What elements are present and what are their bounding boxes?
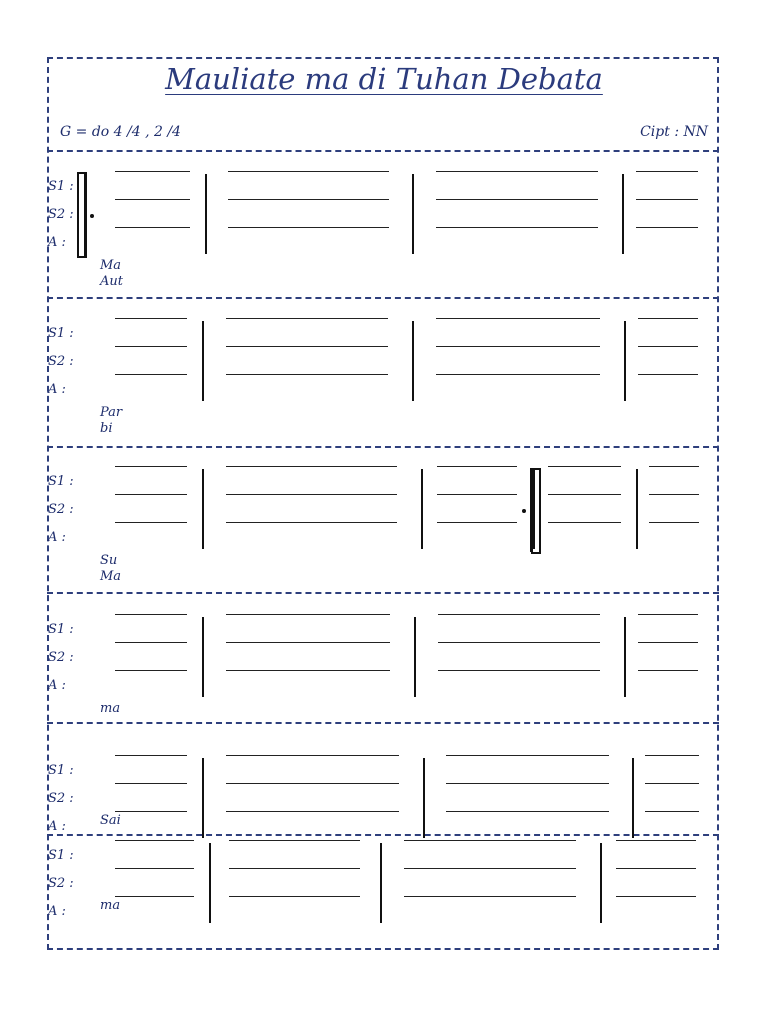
repeat-bar-start <box>84 172 87 256</box>
beam-line <box>226 346 389 347</box>
bar-line <box>202 469 204 549</box>
beam-line <box>229 840 359 841</box>
beam-line <box>649 494 699 495</box>
beam-line <box>115 318 187 319</box>
beam-line <box>638 670 698 671</box>
lyric-line <box>100 405 712 420</box>
lyric-syllable: bi <box>100 421 113 436</box>
beam-line <box>436 227 599 228</box>
bar-line <box>636 469 638 549</box>
bar-line <box>624 321 626 401</box>
beam-line <box>226 642 391 643</box>
beam-line <box>115 522 187 523</box>
bar-line <box>414 617 416 697</box>
beam-line <box>438 614 601 615</box>
beam-line <box>229 896 359 897</box>
voice-label: S1 : <box>48 179 74 194</box>
lyric-syllable: ma <box>100 898 121 913</box>
beam-line <box>446 783 608 784</box>
repeat-bar-end <box>530 468 533 552</box>
lyric-line <box>100 701 712 716</box>
beam-line <box>115 199 190 200</box>
beam-line <box>645 811 699 812</box>
beam-line <box>548 466 621 467</box>
voice-label: A : <box>48 678 66 693</box>
beam-line <box>548 522 621 523</box>
lyric-line <box>100 274 712 289</box>
beam-line <box>226 494 397 495</box>
lyric-syllable: Sai <box>100 813 121 828</box>
system-separator <box>47 150 719 152</box>
system-separator <box>47 592 719 594</box>
beam-line <box>436 171 599 172</box>
beam-line <box>115 642 187 643</box>
beam-line <box>636 171 698 172</box>
voice-label: A : <box>48 235 66 250</box>
beam-line <box>438 670 601 671</box>
beam-line <box>616 896 697 897</box>
lyric-syllable: Su <box>100 553 118 568</box>
lyric-line <box>100 553 712 568</box>
song-title: Mauliate ma di Tuhan Debata <box>165 62 603 96</box>
beam-line <box>438 642 601 643</box>
beam-line <box>115 494 187 495</box>
beam-line <box>115 811 187 812</box>
beam-line <box>404 868 575 869</box>
beam-line <box>226 374 389 375</box>
system-separator <box>47 446 719 448</box>
beam-line <box>226 755 398 756</box>
voice-label: S2 : <box>48 650 74 665</box>
voice-label: A : <box>48 819 66 834</box>
beam-line <box>115 670 187 671</box>
lyric-syllable: Par <box>100 405 123 420</box>
voice-label: S2 : <box>48 354 74 369</box>
bar-line <box>412 321 414 401</box>
beam-line <box>115 840 193 841</box>
beam-line <box>437 494 518 495</box>
beam-line <box>446 755 608 756</box>
beam-line <box>226 318 389 319</box>
beam-line <box>638 346 698 347</box>
lyric-line <box>100 421 712 436</box>
beam-line <box>115 346 187 347</box>
beam-line <box>226 783 398 784</box>
beam-line <box>115 171 190 172</box>
beam-line <box>229 868 359 869</box>
beam-line <box>226 670 391 671</box>
voice-label: A : <box>48 382 66 397</box>
key-signature: G = do 4 /4 , 2 /4 <box>60 124 181 140</box>
beam-line <box>228 171 388 172</box>
beam-line <box>645 783 699 784</box>
lyric-line <box>100 569 712 584</box>
beam-line <box>115 614 187 615</box>
beam-line <box>404 840 575 841</box>
beam-line <box>226 466 397 467</box>
voice-label: S1 : <box>48 474 74 489</box>
lyric-syllable: Ma <box>100 569 122 584</box>
beam-line <box>638 614 698 615</box>
beam-line <box>645 755 699 756</box>
beam-line <box>228 199 388 200</box>
voice-label: S2 : <box>48 876 74 891</box>
lyric-syllable: Aut <box>100 274 123 289</box>
beam-line <box>115 374 187 375</box>
beam-line <box>548 494 621 495</box>
bar-line <box>205 174 207 254</box>
system-separator <box>47 722 719 724</box>
lyric-line <box>100 258 712 273</box>
beam-line <box>446 811 608 812</box>
bar-line <box>421 469 423 549</box>
beam-line <box>228 227 388 228</box>
beam-line <box>636 227 698 228</box>
voice-label: A : <box>48 530 66 545</box>
beam-line <box>115 868 193 869</box>
beam-line <box>616 868 697 869</box>
voice-label: S1 : <box>48 848 74 863</box>
repeat-dot <box>90 214 94 218</box>
beam-line <box>115 466 187 467</box>
system-separator <box>47 834 719 836</box>
repeat-dot <box>522 509 526 513</box>
beam-line <box>115 783 187 784</box>
voice-label: A : <box>48 904 66 919</box>
beam-line <box>436 346 601 347</box>
beam-line <box>638 374 698 375</box>
beam-line <box>226 614 391 615</box>
voice-label: S1 : <box>48 763 74 778</box>
composer-credit: Cipt : NN <box>640 124 708 140</box>
lyric-line <box>100 813 712 828</box>
beam-line <box>404 896 575 897</box>
bar-line <box>202 321 204 401</box>
beam-line <box>638 642 698 643</box>
beam-line <box>437 466 518 467</box>
beam-line <box>436 374 601 375</box>
voice-label: S2 : <box>48 791 74 806</box>
voice-label: S1 : <box>48 622 74 637</box>
beam-line <box>115 755 187 756</box>
beam-line <box>226 522 397 523</box>
beam-line <box>638 318 698 319</box>
beam-line <box>115 896 193 897</box>
voice-label: S1 : <box>48 326 74 341</box>
beam-line <box>437 522 518 523</box>
beam-line <box>649 522 699 523</box>
bar-line <box>412 174 414 254</box>
bar-line <box>202 617 204 697</box>
beam-line <box>226 811 398 812</box>
voice-label: S2 : <box>48 502 74 517</box>
bar-line <box>622 174 624 254</box>
voice-label: S2 : <box>48 207 74 222</box>
lyric-syllable: Ma <box>100 258 122 273</box>
beam-line <box>436 318 601 319</box>
beam-line <box>636 199 698 200</box>
bar-line <box>624 617 626 697</box>
beam-line <box>649 466 699 467</box>
beam-line <box>115 227 190 228</box>
system-separator <box>47 297 719 299</box>
lyric-line <box>100 898 712 913</box>
beam-line <box>616 840 697 841</box>
lyric-syllable: ma <box>100 701 121 716</box>
beam-line <box>436 199 599 200</box>
